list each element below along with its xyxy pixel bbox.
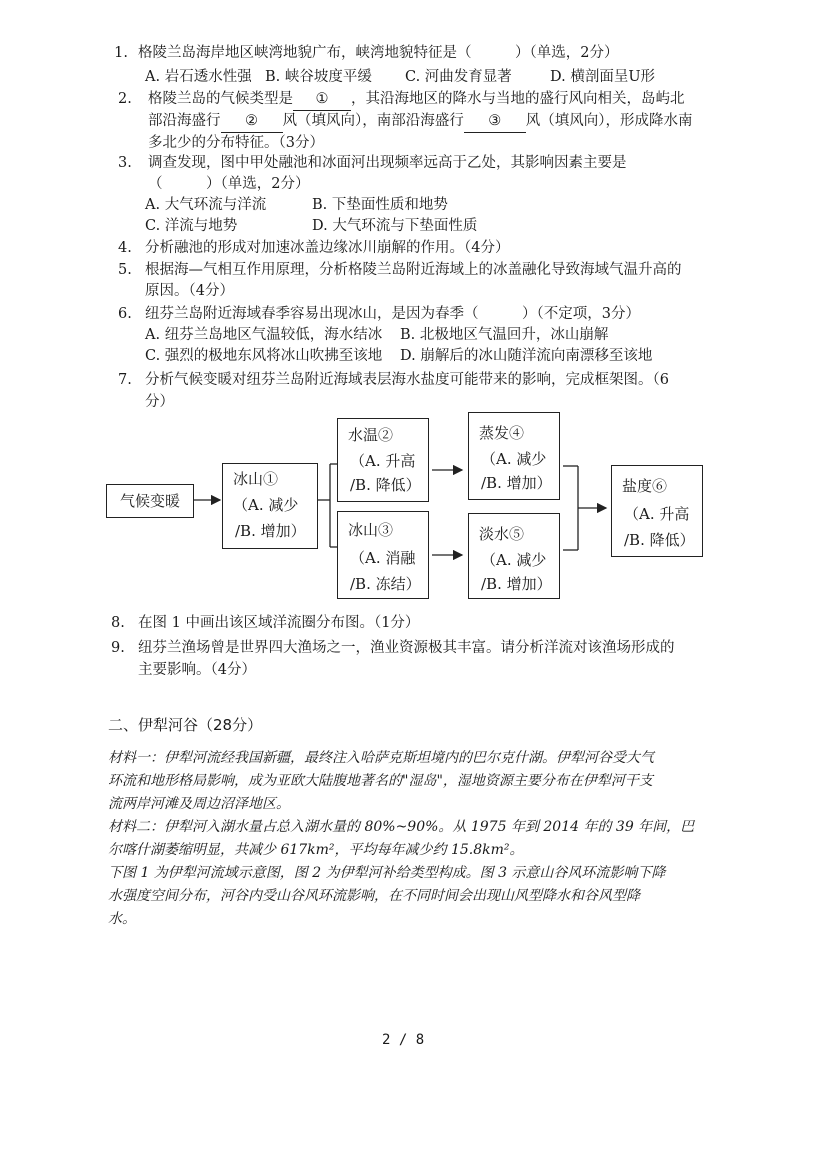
q3-option-c: C. 洋流与地势 — [145, 218, 238, 234]
water-temp-title: 水温② — [348, 426, 394, 444]
question-9-line-1: 纽芬兰渔场曾是世界四大渔场之一，渔业资源极其丰富。请分析洋流对该渔场形成的 — [138, 640, 675, 656]
q6-option-c: C. 强烈的极地东风将冰山吹拂至该地 — [145, 348, 383, 364]
q1-option-c: C. 河曲发育显著 — [405, 69, 512, 85]
material-2-line-2: 尔喀什湖萎缩明显，共减少 617km²，平均每年减少约 15.8km²。 — [108, 842, 524, 858]
material-2-line-1: 材料二：伊犁河入湖水量占总入湖水量的 80%~90%。从 1975 年到 2014 年的 39 年间，巴 — [108, 819, 695, 835]
water-temp-box — [337, 418, 429, 502]
evaporation-option-a: （A. 减少 — [481, 450, 547, 468]
q2-blank-2[interactable] — [221, 110, 283, 133]
material-3-line-1: 下图 1 为伊犁河流域示意图，图 2 为伊犁河补给类型构成。图 3 示意山谷风环流影响下降 — [108, 865, 666, 881]
fresh-water-title: 淡水⑤ — [479, 525, 525, 543]
material-1-line-2: 环流和地形格局影响，成为亚欧大陆腹地著名的"湿岛"，湿地资源主要分布在伊犁河干支 — [108, 773, 653, 789]
q3-option-b: B. 下垫面性质和地势 — [312, 197, 448, 213]
question-5-line-1: 根据海—气相互作用原理，分析格陵兰岛附近海域上的冰盖融化导致海域气温升高的 — [145, 262, 682, 278]
q6-option-b: B. 北极地区气温回升，冰山崩解 — [400, 327, 609, 343]
q2-blank-1[interactable] — [293, 88, 351, 111]
water-temp-option-b: /B. 降低） — [350, 476, 421, 494]
question-2-line-2 — [148, 110, 693, 133]
climate-warming-box — [106, 484, 194, 518]
q1-option-b: B. 峡谷坡度平缓 — [265, 69, 372, 85]
question-3-line-2: （ ）（单选，2分） — [148, 176, 310, 192]
q2-text-c: 部沿海盛行 — [148, 113, 221, 129]
fresh-water-option-a: （A. 减少 — [481, 551, 547, 569]
question-2-line-1 — [148, 88, 685, 111]
question-2-number: 2. — [118, 91, 132, 107]
material-1-line-3: 流两岸河滩及周边沼泽地区。 — [108, 796, 290, 812]
climate-warming-label: 气候变暖 — [119, 492, 180, 510]
iceberg-1-option-a: （A. 减少 — [233, 496, 299, 514]
question-8-text: 在图 1 中画出该区域洋流圈分布图。（1分） — [138, 615, 420, 631]
salinity-option-b: /B. 降低） — [624, 531, 695, 549]
q1-option-a: A. 岩石透水性强 — [145, 69, 252, 85]
question-6-number: 6. — [118, 306, 132, 322]
evaporation-title: 蒸发④ — [479, 424, 525, 442]
material-3-line-2: 水强度空间分布，河谷内受山谷风环流影响，在不同时间会出现山风型降水和谷风型降 — [108, 888, 640, 904]
q2-blank-1-label: ① — [315, 91, 329, 107]
page-number: 2 / 8 — [382, 1032, 425, 1048]
question-3-number: 3. — [118, 155, 132, 171]
question-6-text: 纽芬兰岛附近海域春季容易出现冰山，是因为春季（ ）（不定项，3分） — [145, 306, 640, 322]
q2-blank-3-label: ③ — [488, 113, 502, 129]
q2-text-b: ，其沿海地区的降水与当地的盛行风向相关，岛屿北 — [351, 91, 685, 107]
question-7-line-2: 分） — [145, 394, 174, 410]
q2-text-e: 风（填风向），形成降水南 — [525, 113, 693, 129]
q6-option-d: D. 崩解后的冰山随洋流向南漂移至该地 — [400, 348, 653, 364]
salinity-box — [611, 465, 703, 557]
question-1-number: 1. — [114, 45, 128, 61]
section-2-title: 二、伊犁河谷（28分） — [108, 716, 263, 734]
iceberg-1-option-b: /B. 增加） — [235, 522, 306, 540]
iceberg-1-box — [222, 463, 318, 549]
question-2-line-3: 多北少的分布特征。（3分） — [148, 135, 324, 151]
material-3-line-3: 水。 — [108, 911, 136, 927]
q2-text-a: 格陵兰岛的气候类型是 — [148, 91, 293, 107]
iceberg-3-title: 冰山③ — [348, 521, 394, 539]
question-1-text: 格陵兰岛海岸地区峡湾地貌广布，峡湾地貌特征是（ ）（单选，2分） — [138, 45, 619, 61]
q2-blank-2-label: ② — [245, 113, 258, 129]
iceberg-3-option-a: （A. 消融 — [350, 549, 416, 567]
q2-blank-3[interactable] — [464, 110, 526, 133]
fresh-water-box — [468, 513, 560, 599]
question-8-number: 8. — [111, 615, 125, 631]
question-3-line-1: 调查发现，图中甲处融池和冰面河出现频率远高于乙处，其影响因素主要是 — [148, 155, 627, 171]
salinity-title: 盐度⑥ — [622, 477, 668, 495]
material-1-line-1: 材料一：伊犁河流经我国新疆，最终注入哈萨克斯坦境内的巴尔克什湖。伊犁河谷受大气 — [108, 750, 654, 766]
q2-text-d: 风（填风向），南部沿海盛行 — [282, 113, 464, 129]
question-5-line-2: 原因。（4分） — [145, 283, 234, 299]
iceberg-1-title: 冰山① — [233, 470, 279, 488]
evaporation-option-b: /B. 增加） — [481, 474, 552, 492]
q1-option-d: D. 横剖面呈U形 — [550, 69, 656, 85]
fresh-water-option-b: /B. 增加） — [481, 575, 552, 593]
salinity-option-a: （A. 升高 — [624, 505, 690, 523]
evaporation-box — [468, 412, 560, 500]
iceberg-3-option-b: /B. 冻结） — [350, 575, 421, 593]
question-4-text: 分析融池的形成对加速冰盖边缘冰川崩解的作用。（4分） — [145, 240, 510, 256]
question-7-line-1: 分析气候变暖对纽芬兰岛附近海域表层海水盐度可能带来的影响，完成框架图。（6 — [145, 372, 669, 388]
iceberg-3-box — [337, 511, 429, 599]
question-5-number: 5. — [118, 262, 132, 278]
water-temp-option-a: （A. 升高 — [350, 452, 416, 470]
question-9-number: 9. — [111, 640, 125, 656]
q6-option-a: A. 纽芬兰岛地区气温较低，海水结冰 — [145, 327, 383, 343]
question-9-line-2: 主要影响。（4分） — [138, 662, 256, 678]
q3-option-a: A. 大气环流与洋流 — [145, 197, 267, 213]
question-4-number: 4. — [118, 240, 132, 256]
q3-option-d: D. 大气环流与下垫面性质 — [312, 218, 478, 234]
question-7-number: 7. — [118, 372, 132, 388]
